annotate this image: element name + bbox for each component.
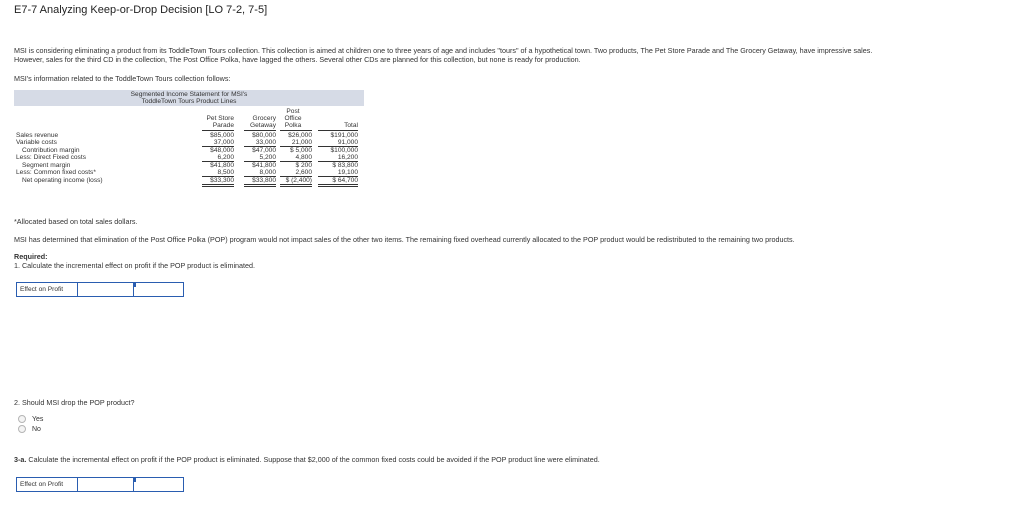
intro-line-1: MSI is considering eliminating a product from its ToddleTown Tours collection. This collection is aimed at children one to three years of age and includes "tours" of a hypothetical town. Two products, The Pet Store Parade and The Grocery Getaway, have impressive sales. [14, 46, 873, 55]
q3a-effect-on-profit-input[interactable] [78, 477, 134, 492]
total-double-underline [318, 184, 358, 185]
yes-radio[interactable] [18, 415, 26, 423]
yes-label: Yes [32, 415, 44, 423]
table-cell: 6,200 [217, 154, 234, 161]
question-3a-text: Calculate the incremental effect on profit if the POP product is eliminated. Suppose that $2,000 of the common fixed costs could be avoided if the POP product line were eliminated. [28, 455, 600, 464]
total-double-underline [280, 186, 312, 187]
header-underline [318, 130, 358, 131]
row-label-direct-fixed: Less: Direct Fixed costs [16, 154, 86, 161]
header-underline [280, 130, 312, 131]
total-double-underline [244, 184, 276, 185]
q1-answer-row [16, 282, 184, 297]
total-double-underline [280, 184, 312, 185]
row-label-sales-revenue: Sales revenue [16, 132, 59, 139]
col-header-pet-store-l3: Parade [212, 122, 234, 129]
question-3a [14, 455, 600, 464]
table-cell: $ (2,400) [285, 177, 312, 184]
q3a-answer-row [16, 477, 184, 492]
q3a-effect-on-profit-select[interactable] [134, 477, 184, 492]
option-yes[interactable] [18, 415, 43, 423]
table-cell: $ 200 [295, 162, 312, 169]
requirement-1: 1. Calculate the incremental effect on profit if the POP product is eliminated. [14, 261, 256, 270]
info-line: MSI's information related to the ToddleTown Tours collection follows: [14, 74, 231, 83]
table-cell: $80,000 [252, 132, 276, 139]
table-cell: $26,000 [288, 132, 312, 139]
table-cell: $ 64,700 [332, 177, 358, 184]
total-double-underline [244, 186, 276, 187]
q1-effect-on-profit-select[interactable] [134, 282, 184, 297]
table-cell: 33,000 [255, 139, 276, 146]
option-no[interactable] [18, 425, 41, 433]
q3a-effect-on-profit-label: Effect on Profit [16, 477, 78, 492]
col-header-pet-store-l2: Pet Store [206, 115, 234, 122]
col-header-total: Total [344, 122, 358, 129]
table-cell: $33,300 [210, 177, 234, 184]
col-header-grocery-l2: Grocery [252, 115, 276, 122]
row-label-contribution-margin: Contribution margin [22, 147, 80, 154]
table-cell: $33,800 [252, 177, 276, 184]
table-cell: $41,800 [210, 162, 234, 169]
table-cell: $ 5,000 [290, 147, 312, 154]
header-underline [244, 130, 276, 131]
table-cell: 91,000 [337, 139, 358, 146]
col-header-post-office-l1: Post [286, 108, 300, 115]
footnote: *Allocated based on total sales dollars. [14, 217, 138, 226]
table-cell: $ 83,800 [332, 162, 358, 169]
col-header-post-office-l3: Polka [284, 122, 302, 129]
q1-effect-on-profit-input[interactable] [78, 282, 134, 297]
table-cell: 21,000 [291, 139, 312, 146]
determination-text: MSI has determined that elimination of the Post Office Polka (POP) program would not impact sales of the other two items. The remaining fixed overhead currently allocated to the POP product would be redistributed to the remaining two products. [14, 235, 795, 244]
no-radio[interactable] [18, 425, 26, 433]
statement-subtitle: ToddleTown Tours Product Lines [141, 98, 237, 105]
total-double-underline [202, 184, 234, 185]
table-cell: 2,600 [295, 169, 312, 176]
page-title: E7-7 Analyzing Keep-or-Drop Decision [LO 7-2, 7-5] [14, 4, 268, 16]
total-double-underline [318, 186, 358, 187]
table-cell: $48,000 [210, 147, 234, 154]
row-label-common-fixed: Less: Common fixed costs* [16, 169, 96, 176]
question-2: 2. Should MSI drop the POP product? [14, 398, 135, 407]
income-statement-table [14, 90, 364, 195]
required-section [14, 252, 255, 270]
table-cell: 8,000 [259, 169, 276, 176]
input-marker [134, 478, 136, 482]
statement-title: Segmented Income Statement for MSI's [130, 91, 248, 98]
required-label: Required: [14, 252, 48, 261]
header-underline [202, 130, 234, 131]
row-label-variable-costs: Variable costs [16, 139, 57, 146]
table-cell: $85,000 [210, 132, 234, 139]
table-cell: 19,100 [337, 169, 358, 176]
total-double-underline [202, 186, 234, 187]
intro-text [14, 46, 872, 64]
table-cell: 5,200 [259, 154, 276, 161]
col-header-grocery-l3: Getaway [249, 122, 276, 129]
question-3a-prefix: 3-a. [14, 455, 27, 464]
col-header-post-office-l2: Office [284, 115, 302, 122]
table-cell: $47,000 [252, 147, 276, 154]
row-label-net-operating-income: Net operating income (loss) [22, 177, 103, 184]
table-cell: $41,800 [252, 162, 276, 169]
table-cell: $191,000 [330, 132, 358, 139]
q1-effect-on-profit-label: Effect on Profit [16, 282, 78, 297]
table-cell: 8,500 [217, 169, 234, 176]
no-label: No [32, 425, 41, 433]
table-cell: $100,000 [330, 147, 358, 154]
table-cell: 37,000 [213, 139, 234, 146]
row-label-segment-margin: Segment margin [22, 162, 71, 169]
table-cell: 16,200 [337, 154, 358, 161]
input-marker [134, 283, 136, 287]
table-cell: 4,800 [295, 154, 312, 161]
intro-line-2: However, sales for the third CD in the collection, The Post Office Polka, have lagged the others. Several other CDs are planned for this collection, but none is ready for production. [14, 55, 581, 64]
